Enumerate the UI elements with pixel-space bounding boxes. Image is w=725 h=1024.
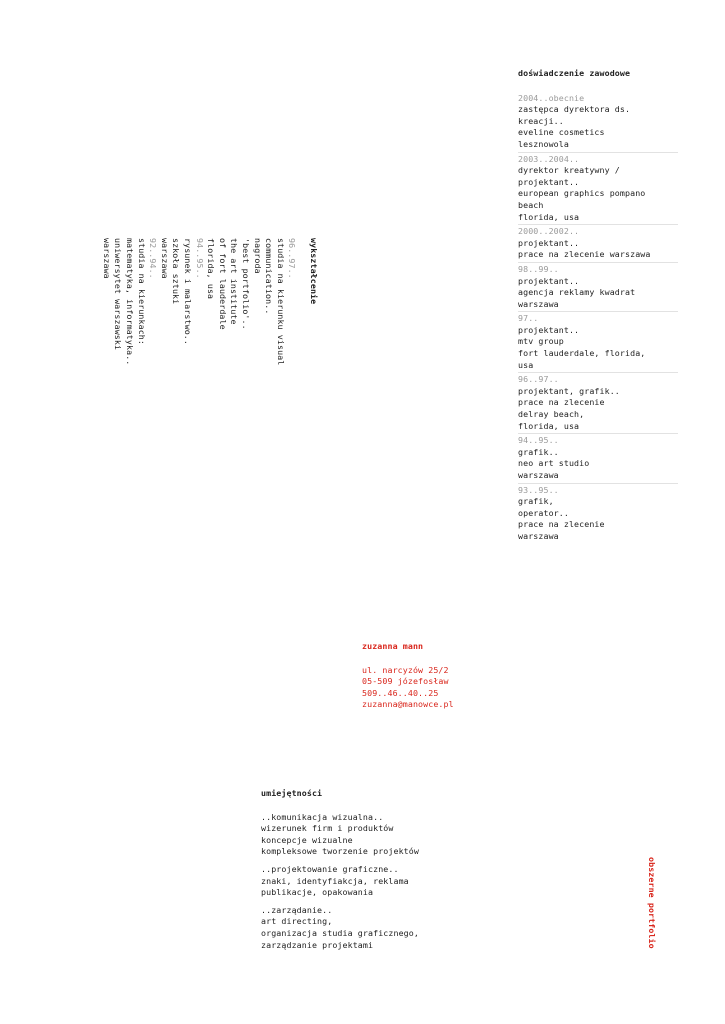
experience-line: mtv group [518,336,564,347]
skills-heading: umiejętności [261,788,323,798]
experience-entry [518,92,678,151]
experience-section [518,68,678,543]
skill-line: zarządzanie projektami [261,939,374,950]
skill-group [261,864,461,899]
experience-line: projektant.. [518,176,580,187]
skill-line: koncepcje wizualne [261,834,353,845]
experience-line: beach [518,199,544,210]
education-line: communication.. [264,238,275,315]
contact-name: zuzanna mann [362,641,424,651]
experience-entry [518,311,678,371]
experience-line: agencja reklamy kwadrat [518,287,636,298]
education-entry [205,238,298,388]
experience-line: delray beach, [518,409,585,420]
education-heading: wykształcenie [309,238,319,305]
education-line: florida, usa [206,238,217,300]
education-line: rysunek i malarstwo.. [183,238,194,345]
skills-section [261,788,461,957]
experience-line: zastępca dyrektora ds. [518,104,631,115]
experience-entry [518,483,678,543]
contact-address: ul. narcyzów 25/2 [362,664,449,675]
education-years: 94..95.. [194,238,205,279]
experience-line: usa [518,359,534,370]
experience-line: dyrektor kreatywny / [518,165,620,176]
experience-line: projektant.. [518,237,580,248]
experience-years: 2000..2002.. [518,226,580,237]
education-line: 'best portfolio'.. [241,238,252,330]
experience-line: warszawa [518,530,559,541]
education-line: szkoła sztuki [171,238,182,305]
experience-years: 2004..obecnie [518,92,585,103]
education-section [100,238,319,388]
contact-phone: 509..46..40..25 [362,687,439,698]
education-years: 96..97.. [287,238,298,279]
education-line: nagroda [252,238,263,274]
education-line: of fort lauderdale [217,238,228,330]
portfolio-link[interactable]: obszerne portfolio [647,857,657,949]
experience-line: warszawa [518,470,559,480]
experience-line: neo art studio [518,458,590,469]
experience-years: 97.. [518,313,539,324]
experience-line: prace na zlecenie [518,397,605,408]
experience-line: florida, usa [518,420,580,431]
education-line: studia na kierunkach: [136,238,147,345]
experience-line: fort lauderdale, florida, [518,348,646,359]
skill-line: publikacje, opakowania [261,887,374,898]
education-line: warszawa [159,238,170,279]
experience-entry [518,372,678,432]
skill-group-title: ..projektowanie graficzne.. [261,863,399,874]
experience-line: projektant.. [518,275,580,286]
skill-line: znaki, identyfiakcja, reklama [261,875,409,886]
skill-group [261,905,461,951]
experience-line: operator.. [518,507,569,518]
education-years: 92..94.. [148,238,159,279]
skill-line: wizerunek firm i produktów [261,823,394,834]
skill-line: organizacja studia graficznego, [261,927,419,938]
skill-group-title: ..komunikacja wizualna.. [261,811,384,822]
experience-line: european graphics pompano [518,188,646,199]
experience-entry [518,262,678,310]
experience-line: prace na zlecenie warszawa [518,249,651,260]
experience-line: florida, usa [518,211,580,222]
education-line: uniwersytet warszawski [113,238,124,351]
education-list [100,238,297,388]
experience-entry [518,433,678,481]
experience-line: eveline cosmetics [518,127,605,138]
education-entry [100,238,158,388]
experience-years: 98..99.. [518,263,559,274]
contact-section [362,641,522,711]
experience-line: warszawa [518,298,559,309]
experience-line: grafik, [518,496,554,507]
education-line: studia na kierunku visual [275,238,286,366]
experience-years: 96..97.. [518,374,559,385]
skill-group [261,812,461,858]
skill-line: art directing, [261,916,333,927]
experience-line: projektant, grafik.. [518,385,620,396]
contact-city: 05-509 józefosław [362,676,449,687]
experience-line: lesznowola [518,138,569,149]
experience-years: 94..95.. [518,435,559,446]
education-line: warszawa [101,238,112,279]
experience-heading: doświadczenie zawodowe [518,68,631,78]
skills-list [261,812,461,952]
experience-line: kreacji.. [518,115,564,126]
experience-entry [518,152,678,224]
experience-years: 93..95.. [518,484,559,495]
experience-entry [518,224,678,261]
experience-years: 2003..2004.. [518,153,580,164]
contact-email[interactable]: zuzanna@manowce.pl [362,699,454,710]
skill-group-title: ..zarządanie.. [261,904,333,915]
skill-line: kompleksowe tworzenie projektów [261,846,419,857]
experience-line: prace na zlecenie [518,519,605,530]
education-line: the art institute [229,238,240,325]
education-line: matematyka, informatyka.. [125,238,136,366]
experience-line: projektant.. [518,324,580,335]
experience-line: grafik.. [518,446,559,457]
education-entry [158,238,204,388]
experience-list [518,92,678,543]
